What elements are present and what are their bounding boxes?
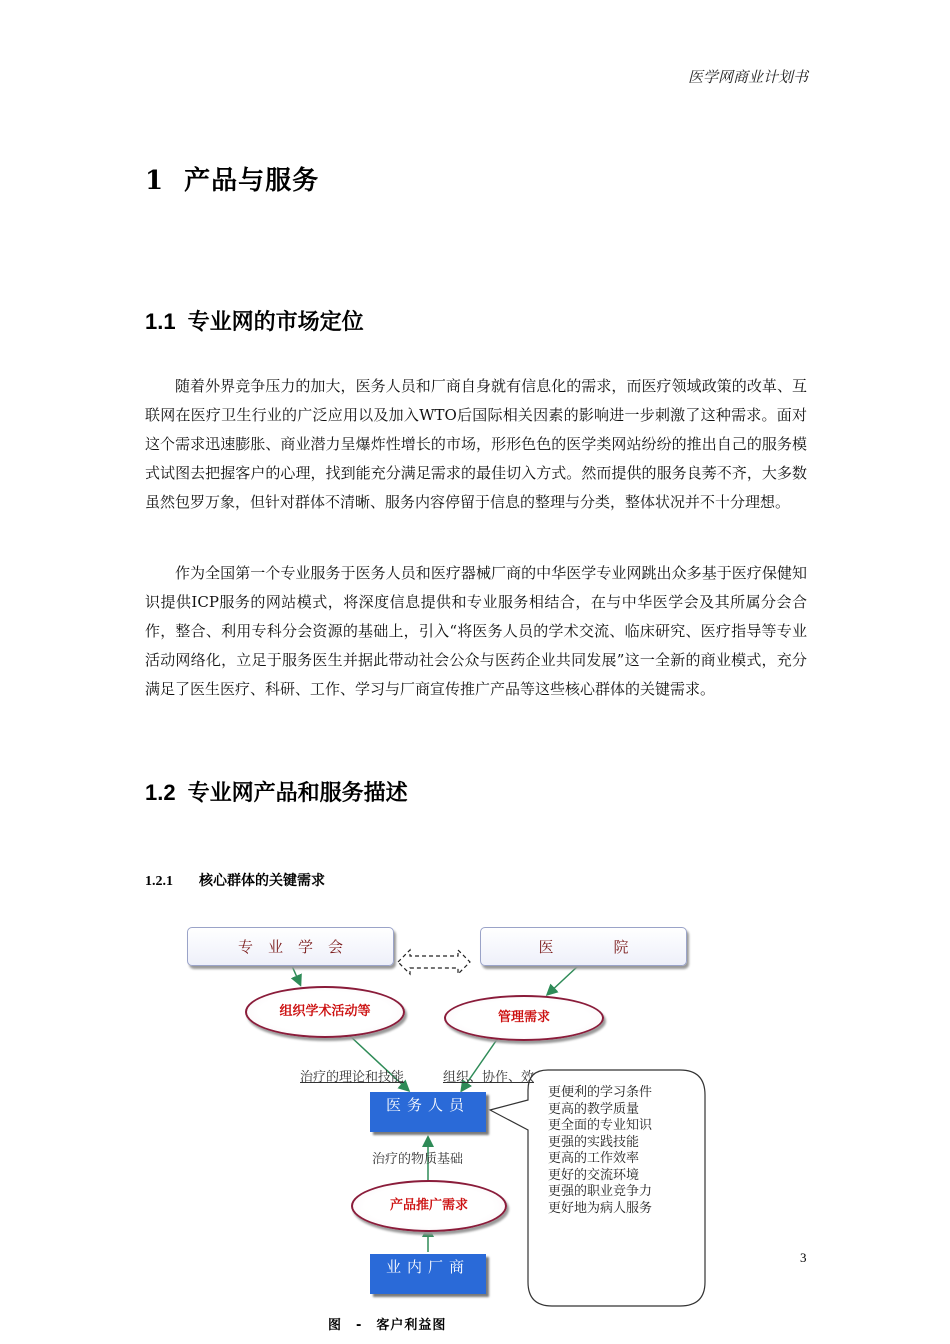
theory-skill-label: 治疗的理论和技能 (300, 1070, 405, 1085)
benefit-item: 更强的职业竞争力 (548, 1184, 653, 1199)
section-title: 专业网产品和服务描述 (187, 781, 408, 806)
society-box (187, 927, 394, 966)
section-title: 专业网的市场定位 (187, 310, 364, 335)
section-number: 1.2 (145, 780, 176, 805)
material-basis-label: 治疗的物质基础 (372, 1152, 464, 1167)
subsection-title: 核心群体的关键需求 (199, 873, 325, 889)
paragraph-2: 作为全国第一个专业服务于医务人员和医疗器械厂商的中华医学专业网跳出众多基于医疗保健知识提供ICP服务的网站模式，将深度信息提供和专业服务相结合，在与中华医学会及其所属分会合作，整合、利用专科分会资源的基础上，引入“将医务人员的学术交流、临床研究、医疗指导等专业活动网络化，立足于服务医生并据此带动社会公众与医药企业共同发展”这一全新的商业模式，充分满足了医生医疗、科研、工作、学习与厂商宣传推广产品等这些核心群体的关键需求。 (145, 564, 807, 698)
management-needs-oval (444, 995, 604, 1041)
benefit-item: 更高的工作效率 (548, 1151, 640, 1166)
management-needs-label: 管理需求 (497, 1010, 550, 1025)
page-number: 3 (800, 1250, 807, 1265)
paragraph-1: 随着外界竞争压力的加大，医务人员和厂商自身就有信息化的需求，而医疗领域政策的改革、互联网在医疗卫生行业的广泛应用以及加入WTO后国际相关因素的影响进一步刺激了这种需求。面对这个需求迅速膨胀、商业潜力呈爆炸性增长的市场，形形色色的医学类网站纷纷的推出自己的服务模式试图去把握客户的心理，找到能充分满足需求的最佳切入方式。然而提供的服务良莠不齐，大多数虽然包罗万象，但针对群体不清晰、服务内容停留于信息的整理与分类，整体状况并不十分理想。 (145, 377, 807, 511)
header-title: 医学网商业计划书 (687, 68, 808, 86)
arrow-society-to-academic (292, 966, 300, 984)
benefit-item: 更好地为病人服务 (548, 1200, 653, 1216)
figure-caption: 图 - 客户利益图 (328, 1318, 447, 1333)
benefit-item: 更便利的学习条件 (548, 1085, 653, 1100)
manufacturer-box (370, 1254, 486, 1294)
organization-label: 组织、协作、效 (443, 1070, 535, 1085)
chapter-number: 1 (145, 166, 165, 196)
hospital-box-label: 医 院 (538, 938, 629, 956)
benefit-item: 更高的教学质量 (548, 1101, 640, 1117)
hospital-box (480, 927, 687, 966)
arrow-hospital-to-management (548, 966, 578, 994)
benefit-item: 更强的实践技能 (548, 1134, 640, 1150)
medical-staff-box (370, 1092, 486, 1132)
subsection-number: 1.2.1 (145, 874, 173, 889)
academic-activity-oval (245, 986, 405, 1038)
product-promotion-oval (351, 1180, 507, 1232)
product-promotion-label: 产品推广需求 (390, 1198, 469, 1213)
section-number: 1.1 (145, 309, 176, 334)
dashed-double-arrow (398, 950, 470, 974)
academic-activity-label: 组织学术活动等 (279, 1004, 371, 1019)
benefit-item: 更全面的专业知识 (548, 1118, 653, 1133)
chapter-title: 产品与服务 (184, 166, 320, 196)
manufacturer-label: 业内厂商 (385, 1258, 470, 1276)
society-box-label: 专 业 学 会 (237, 938, 343, 956)
benefits-list (548, 1085, 652, 1217)
medical-staff-label: 医务人员 (385, 1096, 470, 1114)
benefit-item: 更好的交流环境 (548, 1167, 640, 1183)
